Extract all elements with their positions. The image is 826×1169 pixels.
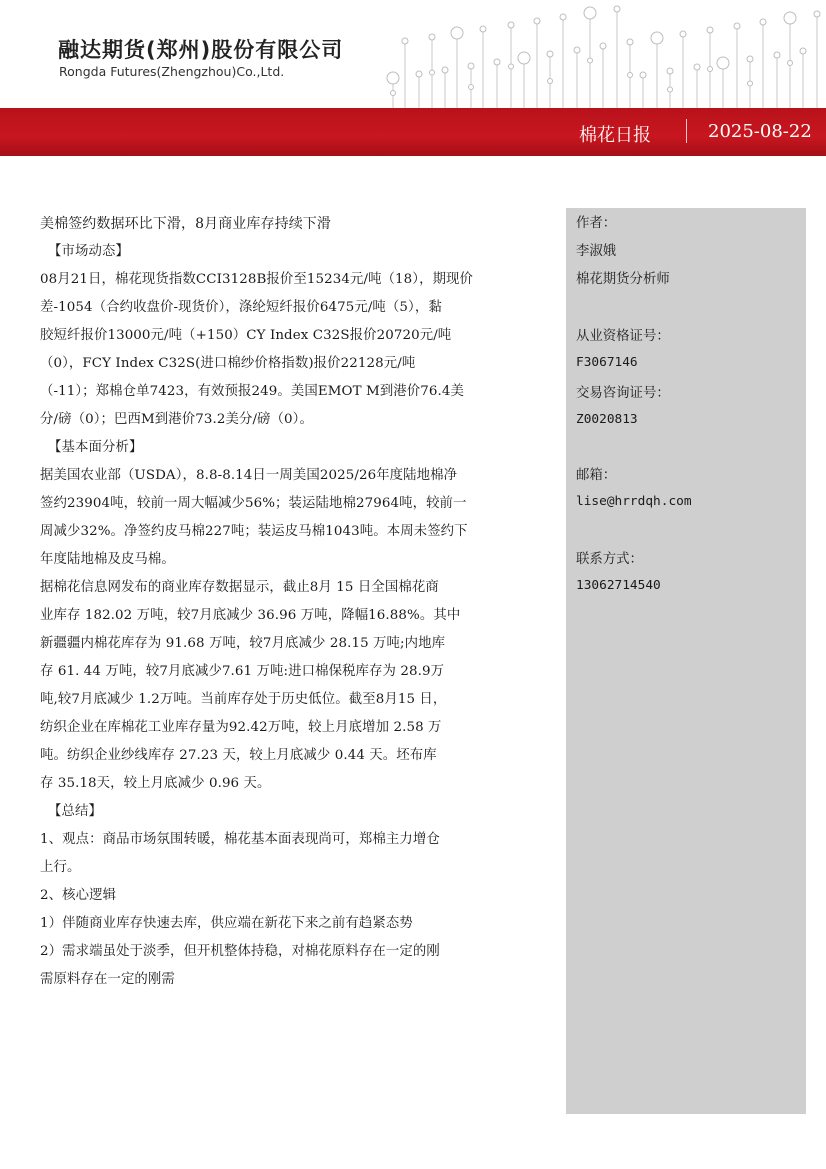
paragraph-line: 新疆疆内棉花库存为 91.68 万吨，较7月底减少 28.15 万吨;内地库 [40,636,446,651]
paragraph-line: 据棉花信息网发布的商业库存数据显示，截止8月 15 日全国棉花商 [40,580,439,595]
paragraph-line: 08月21日，棉花现货指数CCI3128B报价至15234元/吨（18），期现价 [40,272,474,287]
paragraph-line: 2、核心逻辑 [40,888,117,903]
paragraph-line: （-11）；郑棉仓单7423，有效预报249。美国EMOT M到港价76.4美 [40,384,464,399]
article-body [40,210,530,994]
decorative-bead-pattern [385,0,826,108]
author-label: 作者： [576,216,617,231]
qualification-label: 从业资格证号： [576,329,670,344]
title-separator [686,119,687,143]
paragraph-line: 吨,较7月底减少 1.2万吨。当前库存处于历史低位。截至8月15 日， [40,692,447,707]
author-sidebar [566,208,806,1114]
paragraph-line: 纺织企业在库棉花工业库存量为92.42万吨，较上月底增加 2.58 万 [40,720,442,735]
paragraph-line: 胶短纤报价13000元/吨（+150）CY Index C32S报价20720元/吨 [40,328,452,343]
paragraph-line: 周减少32%。净签约皮马棉227吨；装运皮马棉1043吨。本周未签约下 [40,524,468,539]
section-heading: 【市场动态】 [48,244,129,259]
author-title: 棉花期货分析师 [576,272,670,287]
title-band [0,108,826,156]
paragraph-line: 吨。纺织企业纱线库存 27.23 天，较上月底减少 0.44 天。坯布库 [40,748,437,763]
advisory-number: Z0020813 [576,412,638,427]
paragraph-line: 业库存 182.02 万吨，较7月底减少 36.96 万吨，降幅16.88%。其中 [40,608,461,623]
section-heading: 【基本面分析】 [48,440,143,455]
paragraph-line: 2）需求端虽处于淡季，但开机整体持稳，对棉花原料存在一定的刚 [40,944,440,959]
article-paragraphs [40,238,530,994]
paragraph-line: 年度陆地棉及皮马棉。 [40,552,175,567]
paragraph-line: 据美国农业部（USDA），8.8-8.14日一周美国2025/26年度陆地棉净 [40,468,458,483]
paragraph-line: 1、观点：商品市场氛围转暖，棉花基本面表现尚可，郑棉主力增仓 [40,832,440,847]
paragraph-line: 存 61. 44 万吨，较7月底减少7.61 万吨:进口棉保税库存为 28.9万 [40,664,445,679]
email-label: 邮箱： [576,468,617,483]
contact-label: 联系方式： [576,552,643,567]
paragraph-line: 上行。 [40,860,81,875]
paragraph-line: 差-1054（合约收盘价-现货价），涤纶短纤报价6475元/吨（5），黏 [40,300,442,315]
section-heading: 【总结】 [48,804,102,819]
company-name-cn: 融达期货(郑州)股份有限公司 [58,38,344,62]
paragraph-line: 分/磅（0）；巴西M到港价73.2美分/磅（0）。 [40,412,313,427]
paragraph-line: 1）伴随商业库存快速去库，供应端在新花下来之前有趋紧态势 [40,916,413,931]
contact-phone: 13062714540 [576,578,661,593]
report-title: 棉花日报 [579,125,651,146]
report-date: 2025-08-22 [708,121,812,142]
paragraph-line: 存 35.18天，较上月底减少 0.96 天。 [40,776,271,791]
qualification-number: F3067146 [576,355,638,370]
paragraph-line: （0），FCY Index C32S(进口棉纱价格指数)报价22128元/吨 [40,356,416,371]
advisory-label: 交易咨询证号： [576,386,670,401]
email-address[interactable]: lise@hrrdqh.com [576,494,692,509]
company-name-en: Rongda Futures(Zhengzhou)Co.,Ltd. [59,64,285,79]
page-header [0,0,826,108]
author-name: 李淑娥 [576,244,617,259]
paragraph-line: 签约23904吨，较前一周大幅减少56%；装运陆地棉27964吨，较前一 [40,496,467,511]
paragraph-line: 需原料存在一定的刚需 [40,972,175,987]
article-headline: 美棉签约数据环比下滑，8月商业库存持续下滑 [40,216,332,232]
